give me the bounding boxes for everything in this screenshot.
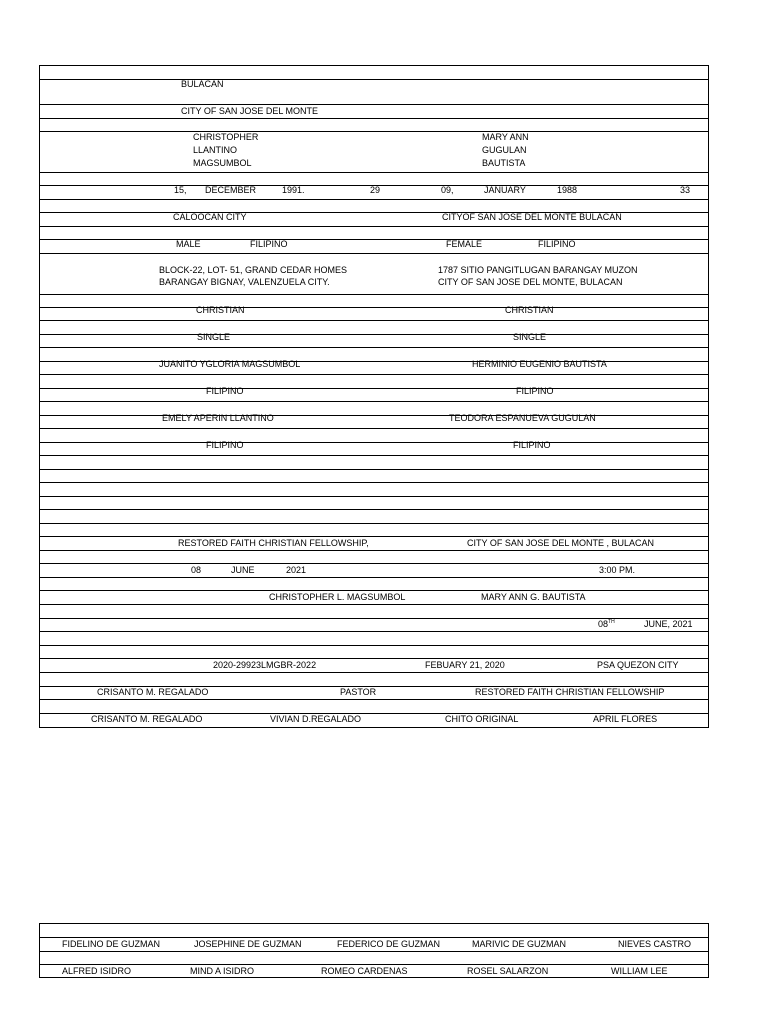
additional-witness-name: JOSEPHINE DE GUZMAN bbox=[194, 939, 302, 949]
license-number: 2020-29923LMGBR-2022 bbox=[213, 660, 317, 670]
marriage-time: 3:00 PM. bbox=[599, 565, 636, 575]
wife-civil-status: SINGLE bbox=[513, 332, 547, 342]
additional-witness-name: NIEVES CASTRO bbox=[618, 939, 692, 949]
row-divider bbox=[40, 937, 708, 938]
row-divider bbox=[40, 347, 708, 348]
husband-father-citizenship: FILIPINO bbox=[206, 386, 244, 396]
husband-first-name: CHRISTOPHER bbox=[193, 132, 259, 142]
additional-witness-name: MARIVIC DE GUZMAN bbox=[472, 939, 567, 949]
license-date: FEBUARY 21, 2020 bbox=[425, 660, 505, 670]
row-divider bbox=[40, 320, 708, 321]
wife-citizenship: FILIPINO bbox=[538, 239, 576, 249]
additional-witness-name: ROMEO CARDENAS bbox=[321, 966, 408, 976]
wife-last-name: BAUTISTA bbox=[482, 158, 526, 168]
husband-birthplace: CALOOCAN CITY bbox=[173, 212, 247, 222]
husband-residence-line1: BLOCK-22, LOT- 51, GRAND CEDAR HOMES bbox=[159, 265, 348, 275]
husband-residence-line2: BARANGAY BIGNAY, VALENZUELA CITY. bbox=[159, 277, 330, 287]
wife-religion: CHRISTIAN bbox=[505, 305, 554, 315]
husband-signature-name: CHRISTOPHER L. MAGSUMBOL bbox=[269, 592, 406, 602]
row-divider bbox=[40, 199, 708, 200]
row-divider bbox=[40, 172, 708, 173]
row-divider bbox=[40, 482, 708, 483]
additional-witness-name: FEDERICO DE GUZMAN bbox=[337, 939, 441, 949]
row-divider bbox=[40, 469, 708, 470]
province-value: BULACAN bbox=[181, 79, 224, 89]
row-divider bbox=[40, 442, 708, 443]
husband-citizenship: FILIPINO bbox=[250, 239, 288, 249]
husband-mother-name: EMELY APERIN LLANTINO bbox=[162, 413, 274, 423]
additional-witness-name: WILLIAM LEE bbox=[611, 966, 668, 976]
witness-name: VIVIAN D.REGALADO bbox=[270, 714, 362, 724]
wife-father-name: HERMINIO EUGENIO BAUTISTA bbox=[472, 359, 607, 369]
row-divider bbox=[40, 604, 708, 605]
wife-middle-name: GUGULAN bbox=[482, 145, 527, 155]
row-divider bbox=[40, 307, 708, 308]
row-divider bbox=[40, 509, 708, 510]
wife-birth-year: 1988 bbox=[557, 185, 578, 195]
row-divider bbox=[40, 118, 708, 119]
certification-month-year: JUNE, 2021 bbox=[644, 619, 693, 629]
husband-birth-day: 15, bbox=[174, 185, 187, 195]
husband-birth-year: 1991. bbox=[282, 185, 305, 195]
row-divider bbox=[40, 631, 708, 632]
row-divider bbox=[40, 131, 708, 132]
row-divider bbox=[40, 374, 708, 375]
row-divider bbox=[40, 334, 708, 335]
marriage-place: RESTORED FAITH CHRISTIAN FELLOWSHIP, bbox=[178, 538, 369, 548]
solemnizer-position: PASTOR bbox=[340, 687, 377, 697]
row-divider bbox=[40, 563, 708, 564]
row-divider bbox=[40, 455, 708, 456]
row-divider bbox=[40, 672, 708, 673]
row-divider bbox=[40, 964, 708, 965]
wife-mother-citizenship: FILIPINO bbox=[513, 440, 551, 450]
marriage-month: JUNE bbox=[231, 565, 255, 575]
row-divider bbox=[40, 577, 708, 578]
row-divider bbox=[40, 401, 708, 402]
row-divider bbox=[40, 253, 708, 254]
additional-witness-name: ROSEL SALARZON bbox=[467, 966, 549, 976]
row-divider bbox=[40, 104, 708, 105]
solemnizer-name: CRISANTO M. REGALADO bbox=[97, 687, 209, 697]
row-divider bbox=[40, 361, 708, 362]
row-divider bbox=[40, 388, 708, 389]
husband-father-name: JUANITO YGLORIA MAGSUMBOL bbox=[159, 359, 301, 369]
wife-residence-line2: CITY OF SAN JOSE DEL MONTE, BULACAN bbox=[438, 277, 623, 287]
wife-father-citizenship: FILIPINO bbox=[516, 386, 554, 396]
additional-witness-name: FIDELINO DE GUZMAN bbox=[62, 939, 161, 949]
marriage-year: 2021 bbox=[286, 565, 307, 575]
row-divider bbox=[40, 536, 708, 537]
husband-age: 29 bbox=[370, 185, 381, 195]
row-divider bbox=[40, 699, 708, 700]
husband-birth-month: DECEMBER bbox=[205, 185, 257, 195]
witness-name: CHITO ORIGINAL bbox=[445, 714, 519, 724]
ordinal-suffix: TH bbox=[608, 619, 615, 625]
wife-mother-name: TEODORA ESPANUEVA GUGULAN bbox=[449, 413, 596, 423]
husband-last-name: MAGSUMBOL bbox=[193, 158, 252, 168]
additional-witness-name: MIND A ISIDRO bbox=[190, 966, 255, 976]
additional-witness-name: ALFRED ISIDRO bbox=[62, 966, 132, 976]
wife-birthplace: CITYOF SAN JOSE DEL MONTE BULACAN bbox=[442, 212, 622, 222]
row-divider bbox=[40, 550, 708, 551]
wife-age: 33 bbox=[680, 185, 691, 195]
row-divider bbox=[40, 496, 708, 497]
witness-name: CRISANTO M. REGALADO bbox=[91, 714, 203, 724]
wife-signature-name: MARY ANN G. BAUTISTA bbox=[481, 592, 586, 602]
row-divider bbox=[40, 645, 708, 646]
row-divider bbox=[40, 951, 708, 952]
license-place: PSA QUEZON CITY bbox=[597, 660, 679, 670]
marriage-day: 08 bbox=[191, 565, 202, 575]
certification-day: 08TH bbox=[598, 619, 615, 629]
wife-first-name: MARY ANN bbox=[482, 132, 529, 142]
husband-mother-citizenship: FILIPINO bbox=[206, 440, 244, 450]
solemnizer-affiliation: RESTORED FAITH CHRISTIAN FELLOWSHIP bbox=[475, 687, 665, 697]
row-divider bbox=[40, 239, 708, 240]
wife-sex: FEMALE bbox=[446, 239, 483, 249]
row-divider bbox=[40, 658, 708, 659]
row-divider bbox=[40, 415, 708, 416]
wife-birth-day: 09, bbox=[441, 185, 454, 195]
wife-birth-month: JANUARY bbox=[484, 185, 526, 195]
husband-sex: MALE bbox=[176, 239, 201, 249]
row-divider bbox=[40, 523, 708, 524]
city-value: CITY OF SAN JOSE DEL MONTE bbox=[181, 106, 319, 116]
row-divider bbox=[40, 590, 708, 591]
row-divider bbox=[40, 226, 708, 227]
row-divider bbox=[40, 79, 708, 80]
husband-religion: CHRISTIAN bbox=[196, 305, 245, 315]
witness-name: APRIL FLORES bbox=[593, 714, 658, 724]
husband-middle-name: LLANTINO bbox=[193, 145, 238, 155]
husband-civil-status: SINGLE bbox=[197, 332, 231, 342]
marriage-place-city: CITY OF SAN JOSE DEL MONTE , BULACAN bbox=[467, 538, 655, 548]
wife-residence-line1: 1787 SITIO PANGITLUGAN BARANGAY MUZON bbox=[438, 265, 638, 275]
row-divider bbox=[40, 294, 708, 295]
row-divider bbox=[40, 428, 708, 429]
